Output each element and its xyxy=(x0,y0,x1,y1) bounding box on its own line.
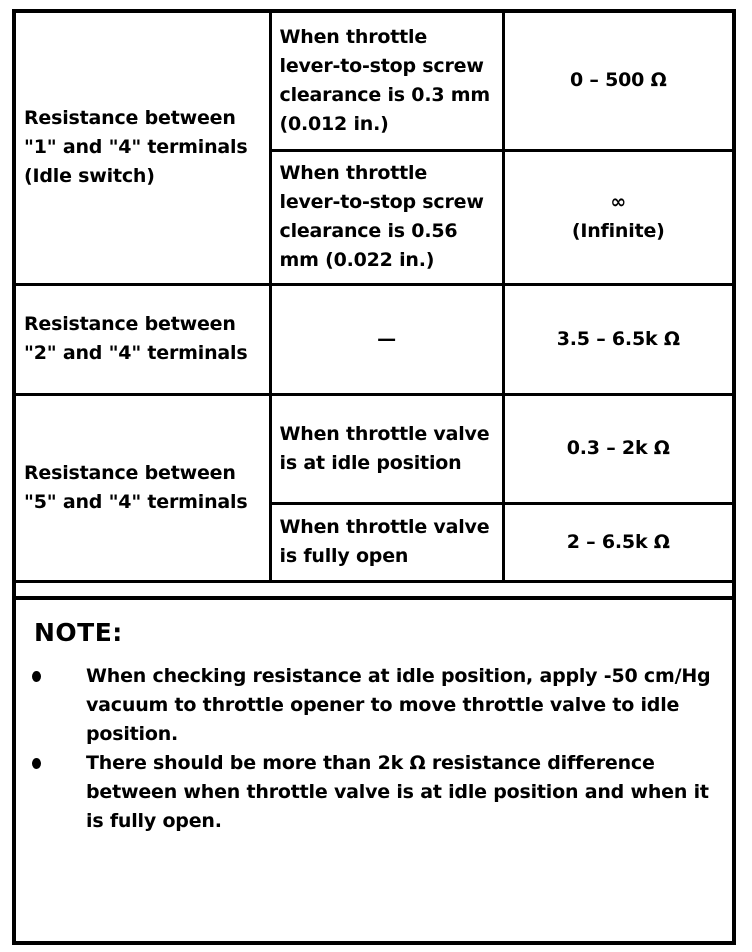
list-item xyxy=(16,662,732,749)
note-text: There should be more than 2k Ω resistance difference between when throttle valve is at idle position and when it is fully open. xyxy=(86,752,709,832)
note-heading: NOTE: xyxy=(34,618,123,647)
item-cell: Resistance between "2" and "4" terminals xyxy=(16,284,270,394)
value-cell: 2 – 6.5k Ω xyxy=(503,503,732,581)
condition-cell: When throttle valve is fully open xyxy=(270,503,503,581)
list-item xyxy=(16,749,732,836)
item-cell: Resistance between "1" and "4" terminals (Idle switch) xyxy=(16,13,270,284)
condition-cell: When throttle lever-to-stop screw clearance is 0.3 mm (0.012 in.) xyxy=(270,13,503,150)
bullet-icon xyxy=(32,671,41,682)
value-cell: 3.5 – 6.5k Ω xyxy=(503,284,732,394)
condition-cell: When throttle valve is at idle position xyxy=(270,394,503,503)
resistance-spec-table xyxy=(16,13,732,583)
spec-sheet-frame xyxy=(12,9,736,945)
note-list xyxy=(16,662,732,836)
note-section xyxy=(16,596,732,941)
condition-cell: — xyxy=(270,284,503,394)
note-text: When checking resistance at idle position, apply -50 cm/Hg vacuum to throttle opener to move throttle valve to idle position. xyxy=(86,665,711,745)
condition-cell: When throttle lever-to-stop screw clearance is 0.56 mm (0.022 in.) xyxy=(270,150,503,284)
infinity-symbol: ∞ xyxy=(610,191,627,213)
value-cell: 0.3 – 2k Ω xyxy=(503,394,732,503)
table-row xyxy=(16,13,732,150)
table-row xyxy=(16,394,732,503)
table-row xyxy=(16,284,732,394)
value-cell: 0 – 500 Ω xyxy=(503,13,732,150)
item-cell: Resistance between "5" and "4" terminals xyxy=(16,394,270,581)
value-cell xyxy=(503,150,732,284)
bullet-icon xyxy=(32,758,41,769)
value-note: (Infinite) xyxy=(571,220,665,242)
